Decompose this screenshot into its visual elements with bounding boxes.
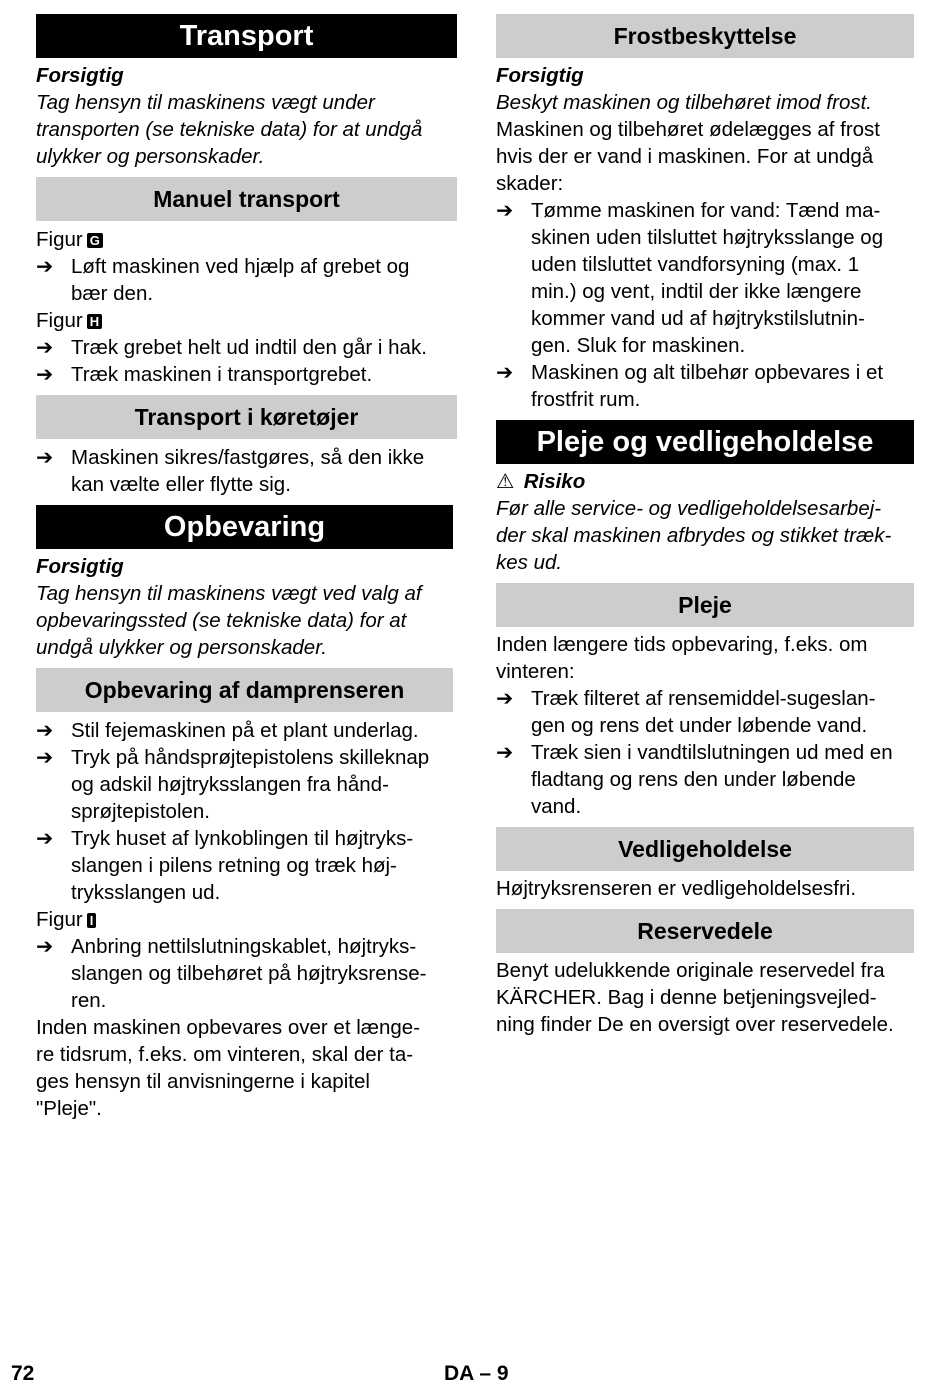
caution-label: Forsigtig: [36, 555, 124, 578]
list-item: ➔ Tømme maskinen for vand: Tænd ma- skinen uden tilsluttet højtryksslange og uden tilsluttet vandforsyning (max. 1 min.) og vent, indtil der ikke længere kommer vand ud af højtrykstilslutnin- gen. Sluk for maskinen.: [496, 199, 884, 357]
caution-text: Tag hensyn til maskinens vægt under transporten (se tekniske data) for at undgå ulykker og personskader.: [36, 91, 423, 168]
section-reference: DA – 9: [444, 1362, 509, 1385]
risk-label: ⚠ Risiko: [496, 470, 586, 493]
arrow-right-icon: ➔: [36, 935, 54, 958]
list-item: ➔ Tryk huset af lynkoblingen til højtryks- slangen i pilens retning og træk høj- tryksslangen ud.: [36, 827, 414, 904]
list-item: ➔ Træk grebet helt ud indtil den går i hak.: [36, 336, 427, 359]
arrow-right-icon: ➔: [496, 687, 514, 710]
figure-ref-h: Figur H: [36, 307, 457, 334]
paragraph: Højtryksrenseren er vedligeholdelsesfri.: [496, 877, 857, 900]
paragraph: Inden længere tids opbevaring, f.eks. om vinteren:: [496, 633, 868, 683]
heading-frostbeskyttelse: Frostbeskyttelse: [496, 14, 914, 58]
arrow-right-icon: ➔: [36, 446, 54, 469]
heading-manuel-transport: Manuel transport: [36, 177, 457, 221]
list-item: ➔ Maskinen sikres/fastgøres, så den ikke kan vælte eller flytte sig.: [36, 446, 425, 496]
caution-label: Forsigtig: [496, 64, 584, 87]
heading-vedligeholdelse: Vedligeholdelse: [496, 827, 914, 871]
arrow-right-icon: ➔: [36, 336, 54, 359]
heading-reservedele: Reservedele: [496, 909, 914, 953]
figure-badge-i: I: [87, 913, 97, 928]
list-item: ➔ Anbring nettilslutningskablet, højtryks- slangen og tilbehøret på højtryksrense- ren.: [36, 935, 427, 1012]
right-column: [496, 14, 914, 1038]
heading-opbevaring-damprenser: Opbevaring af damprenseren: [36, 668, 453, 712]
figure-ref-g: Figur G: [36, 226, 457, 253]
list-item: ➔ Maskinen og alt tilbehør opbevares i et frostfrit rum.: [496, 361, 884, 411]
arrow-right-icon: ➔: [496, 361, 514, 384]
heading-opbevaring: Opbevaring: [36, 505, 453, 549]
list-item: ➔ Tryk på håndsprøjtepistolens skilleknap og adskil højtryksslangen fra hånd- sprøjtepistolen.: [36, 746, 430, 823]
paragraph: Inden maskinen opbevares over et længe- re tidsrum, f.eks. om vinteren, skal der ta- ges hensyn til anvisningerne i kapitel "Pleje".: [36, 1016, 421, 1120]
page-number: 72: [11, 1362, 35, 1385]
paragraph: Benyt udelukkende originale reservedel fra KÄRCHER. Bag i denne betjeningsvejled- ning finder De en oversigt over reservedele.: [496, 959, 894, 1036]
arrow-right-icon: ➔: [36, 255, 54, 278]
arrow-right-icon: ➔: [36, 827, 54, 850]
arrow-right-icon: ➔: [496, 741, 514, 764]
warning-triangle-icon: ⚠: [496, 470, 515, 493]
list-item: ➔ Stil fejemaskinen på et plant underlag.: [36, 719, 419, 742]
arrow-right-icon: ➔: [36, 719, 54, 742]
paragraph: Maskinen og tilbehøret ødelægges af frost hvis der er vand i maskinen. For at undgå skader:: [496, 118, 880, 195]
arrow-right-icon: ➔: [36, 363, 54, 386]
heading-transport: Transport: [36, 14, 457, 58]
caution-label: Forsigtig: [36, 64, 124, 87]
heading-pleje: Pleje: [496, 583, 914, 627]
arrow-right-icon: ➔: [36, 746, 54, 769]
risk-text: Før alle service- og vedligeholdelsesarbej- der skal maskinen afbrydes og stikket træk- kes ud.: [496, 497, 892, 574]
list-item: ➔ Træk maskinen i transportgrebet.: [36, 363, 373, 386]
list-item: ➔ Løft maskinen ved hjælp af grebet og bær den.: [36, 255, 410, 305]
figure-ref-i: Figur I: [36, 906, 457, 933]
left-column: [36, 14, 457, 1122]
caution-text: Beskyt maskinen og tilbehøret imod frost.: [496, 91, 872, 114]
caution-text: Tag hensyn til maskinens vægt ved valg af opbevaringssted (se tekniske data) for at undgå ulykker og personskader.: [36, 582, 422, 659]
heading-transport-koretojer: Transport i køretøjer: [36, 395, 457, 439]
heading-pleje-vedligeholdelse: Pleje og vedligeholdelse: [496, 420, 914, 464]
list-item: ➔ Træk sien i vandtilslutningen ud med en fladtang og rens den under løbende vand.: [496, 741, 893, 818]
arrow-right-icon: ➔: [496, 199, 514, 222]
list-item: ➔ Træk filteret af rensemiddel-sugeslan- gen og rens det under løbende vand.: [496, 687, 876, 737]
figure-badge-h: H: [87, 314, 102, 329]
figure-badge-g: G: [87, 233, 103, 248]
